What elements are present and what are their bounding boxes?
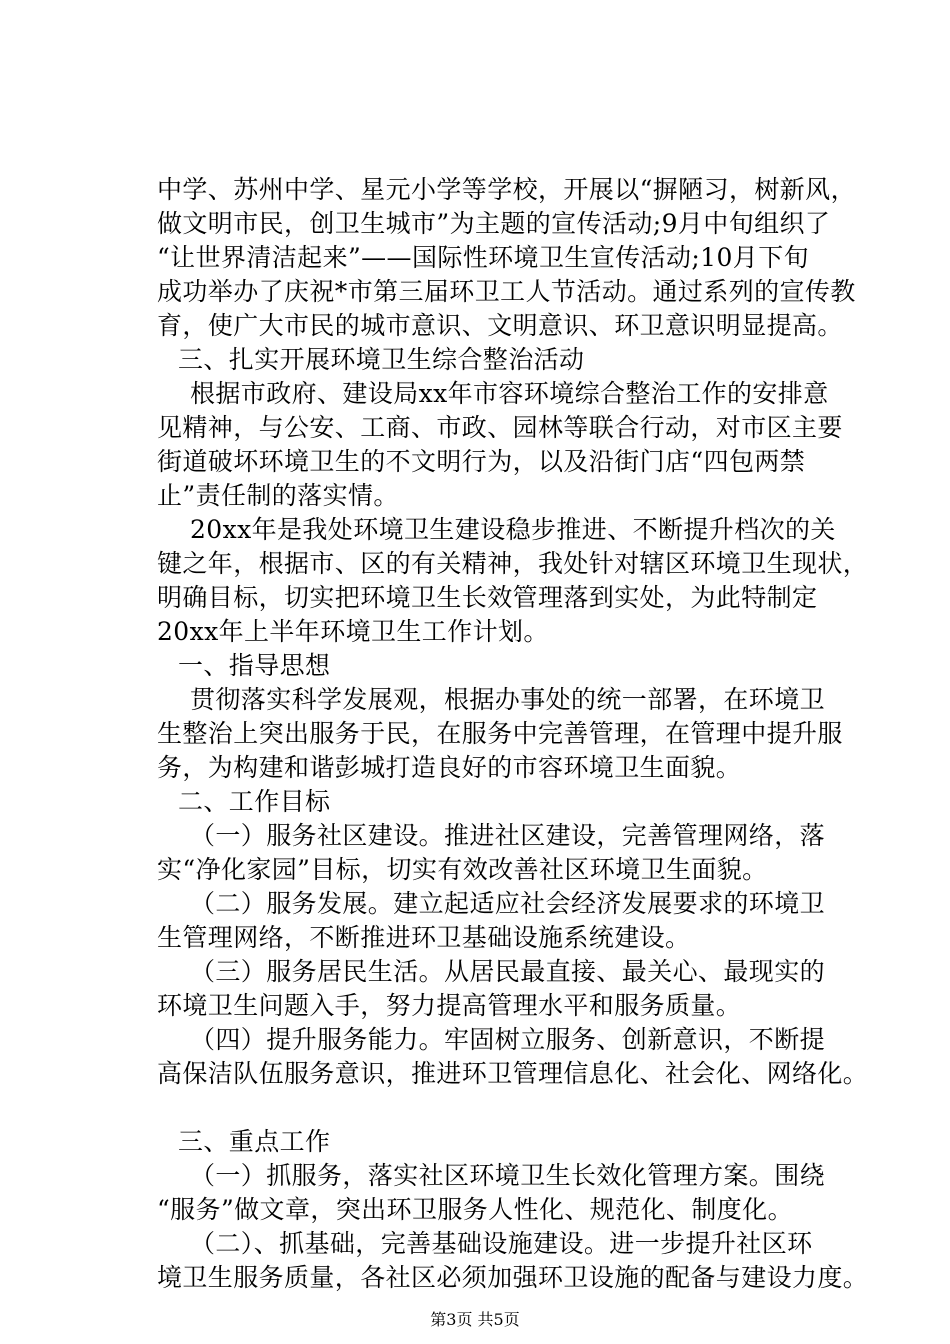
body-line: （二）、抓基础，完善基础设施建设。进一步提升社区环: [190, 1229, 813, 1258]
body-line: 环境卫生问题入手，努力提高管理水平和服务质量。: [157, 991, 742, 1020]
section-heading: 三、重点工作: [178, 1127, 331, 1156]
body-line: 中学、苏州中学、星元小学等学校，开展以“摒陋习，树新风，: [157, 175, 856, 204]
body-line: 做文明市民，创卫生城市”为主题的宣传活动;9月中旬组织了: [157, 209, 831, 238]
body-line: 高保洁队伍服务意识，推进环卫管理信息化、社会化、网络化。: [157, 1059, 869, 1088]
body-line: “服务”做文章，突出环卫服务人性化、规范化、制度化。: [157, 1195, 793, 1224]
section-heading: 三、扎实开展环境卫生综合整治活动: [178, 345, 585, 374]
body-line: 见精神，与公安、工商、市政、园林等联合行动，对市区主要: [157, 413, 843, 442]
section-heading: 一、指导思想: [178, 651, 331, 680]
body-line: 20xx年是我处环境卫生建设稳步推进、不断提升档次的关: [190, 515, 836, 544]
body-line: （三）服务居民生活。从居民最直接、最关心、最现实的: [190, 957, 826, 986]
body-line: “让世界清洁起来”——国际性环境卫生宣传活动;10月下旬: [157, 243, 809, 272]
page-number-footer: 第3页 共5页: [430, 1310, 520, 1329]
body-line: 实“净化家园”目标，切实有效改善社区环境卫生面貌。: [157, 855, 768, 884]
body-line: 境卫生服务质量，各社区必须加强环卫设施的配备与建设力度。: [157, 1263, 869, 1292]
body-line: （二）服务发展。建立起适应社会经济发展要求的环境卫: [190, 889, 826, 918]
body-line: 生管理网络，不断推进环卫基础设施系统建设。: [157, 923, 691, 952]
body-line: 键之年，根据市、区的有关精神，我处针对辖区环境卫生现状，: [157, 549, 869, 578]
body-line: 根据市政府、建设局xx年市容环境综合整治工作的安排意: [190, 379, 829, 408]
body-line: 20xx年上半年环境卫生工作计划。: [157, 617, 549, 646]
body-line: 育，使广大市民的城市意识、文明意识、环卫意识明显提高。: [157, 311, 843, 340]
body-line: 贯彻落实科学发展观，根据办事处的统一部署，在环境卫: [190, 685, 826, 714]
body-line: 止”责任制的落实情。: [157, 481, 399, 510]
body-line: （一）服务社区建设。推进社区建设，完善管理网络，落: [190, 821, 826, 850]
body-line: 生整治上突出服务于民，在服务中完善管理，在管理中提升服: [157, 719, 843, 748]
body-line: （四）提升服务能力。牢固树立服务、创新意识，不断提: [190, 1025, 826, 1054]
body-line: （一）抓服务，落实社区环境卫生长效化管理方案。围绕: [190, 1161, 826, 1190]
body-line: 成功举办了庆祝*市第三届环卫工人节活动。通过系列的宣传教: [157, 277, 856, 306]
body-line: 明确目标，切实把环境卫生长效管理落到实处，为此特制定: [157, 583, 818, 612]
body-line: 务，为构建和谐彭城打造良好的市容环境卫生面貌。: [157, 753, 742, 782]
section-heading: 二、工作目标: [178, 787, 331, 816]
body-line: 街道破坏环境卫生的不文明行为，以及沿街门店“四包两禁: [157, 447, 806, 476]
